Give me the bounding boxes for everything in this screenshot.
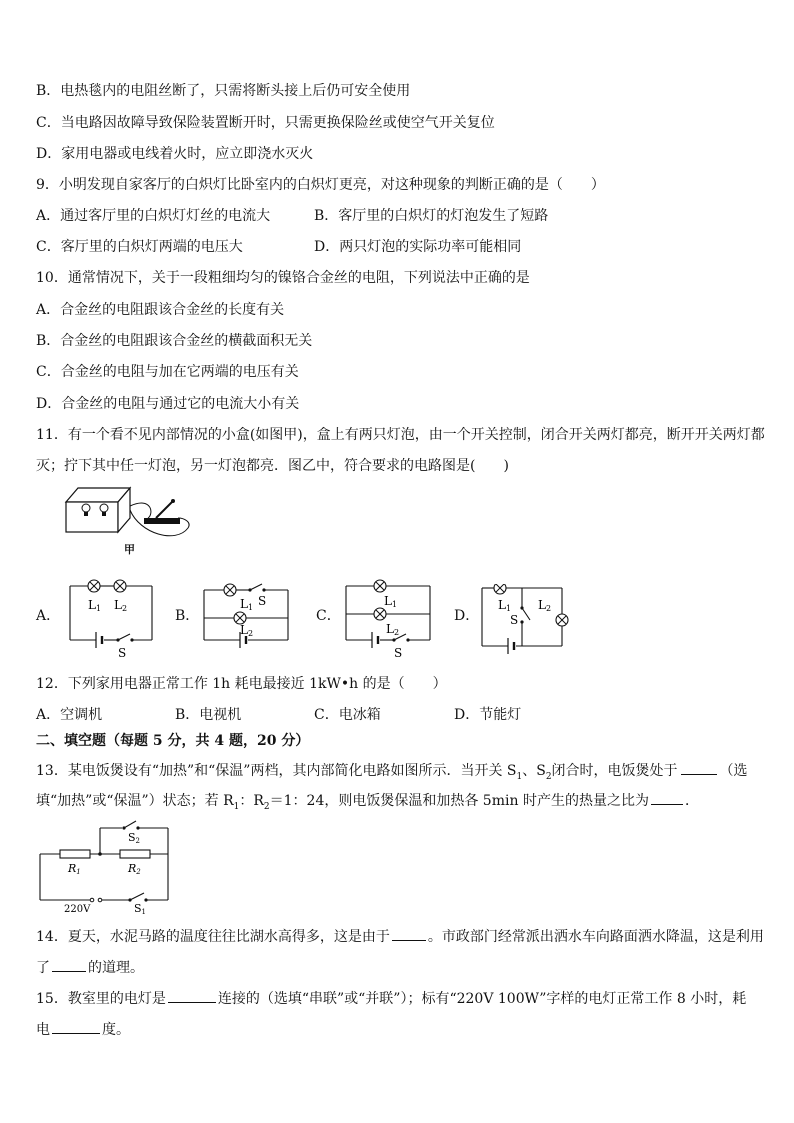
circuit-b-l1-label: L1 bbox=[240, 597, 254, 612]
q9-stem: 9．小明发现自家客厅的白炽灯比卧室内的白炽灯更亮，对这种现象的判断正确的是（ ） bbox=[36, 177, 605, 193]
circuit-d-s-label: S bbox=[510, 613, 519, 627]
q9-option-d: D．两只灯泡的实际功率可能相同 bbox=[314, 239, 522, 255]
q10-option-a: A．合金丝的电阻跟该合金丝的长度有关 bbox=[36, 302, 285, 318]
q13-text-2b: ：R bbox=[239, 793, 264, 809]
q13-text-2d: ． bbox=[684, 793, 699, 809]
q8-option-d: D．家用电器或电线着火时，应立即浇水灭火 bbox=[36, 146, 314, 162]
q15-text-2b: 度。 bbox=[102, 1022, 130, 1038]
q11-stem-line1: 11．有一个看不见内部情况的小盒(如图甲)，盒上有两只灯泡，由一个开关控制，闭合开关两灯都亮，断开开关两灯都 bbox=[36, 427, 765, 443]
q9-option-b: B．客厅里的白炽灯的灯泡发生了短路 bbox=[314, 208, 549, 224]
q10-option-c: C．合金丝的电阻与加在它两端的电压有关 bbox=[36, 364, 299, 380]
q14-text-2b: 的道理。 bbox=[88, 960, 144, 976]
q13-text-1d: （选 bbox=[719, 763, 748, 779]
circuit-b-l2-label: L2 bbox=[240, 623, 254, 638]
q15-answer-blank-2[interactable] bbox=[52, 1018, 100, 1034]
q11-circuit-a bbox=[66, 578, 162, 662]
q13-text-1c: 闭合时，电饭煲处于 bbox=[551, 763, 678, 779]
q11-option-a-label: A． bbox=[36, 608, 61, 624]
q13-voltage-label: 220V bbox=[64, 904, 91, 914]
q14-answer-blank-2[interactable] bbox=[52, 956, 86, 972]
q13-s1-label: S1 bbox=[134, 902, 147, 914]
circuit-a-s-label: S bbox=[118, 646, 127, 660]
q11-circuit-b bbox=[200, 580, 296, 650]
q15-text-1b: 连接的（选填“串联”或“并联”）；标有“220V 100W”字样的电灯正常工作 8 小时，耗 bbox=[217, 991, 747, 1007]
q8-option-c: C．当电路因故障导致保险装置断开时，只需更换保险丝或使空气开关复位 bbox=[36, 115, 495, 131]
q15-line1 bbox=[36, 987, 746, 1009]
q13-text-1a: 13．某电饭煲设有“加热”和“保温”两档，其内部简化电路如图所示．当开关 S bbox=[36, 763, 517, 779]
q13-sub-1: 1 bbox=[516, 771, 523, 782]
q13-sub-4: 2 bbox=[263, 801, 270, 812]
q15-answer-blank-1[interactable] bbox=[168, 987, 216, 1003]
circuit-b-s-label: S bbox=[258, 594, 267, 608]
q15-text-2a: 电 bbox=[36, 1022, 50, 1038]
q12-option-b: B．电视机 bbox=[175, 707, 242, 723]
circuit-d-l2-label: L2 bbox=[538, 598, 552, 613]
q13-circuit-figure bbox=[36, 816, 176, 914]
q10-stem: 10．通常情况下，关于一段粗细均匀的镍铬合金丝的电阻，下列说法中正确的是 bbox=[36, 270, 530, 286]
circuit-c-l1-label: L1 bbox=[384, 594, 398, 609]
q12-option-c: C．电冰箱 bbox=[314, 707, 381, 723]
circuit-a-l1-label: L1 bbox=[88, 598, 102, 613]
circuit-a-l2-label: L2 bbox=[114, 598, 128, 613]
q13-r1-label: R1 bbox=[68, 862, 81, 876]
section-title-fill-in: 二、填空题（每题 5 分，共 4 题，20 分） bbox=[36, 733, 310, 749]
q14-answer-blank-1[interactable] bbox=[392, 925, 426, 941]
circuit-c-l2-label: L2 bbox=[386, 622, 400, 637]
q11-option-c-label: C． bbox=[316, 608, 341, 624]
q12-option-d: D．节能灯 bbox=[454, 707, 522, 723]
q13-text-2a: 填“加热”或“保温”）状态；若 R bbox=[36, 793, 234, 809]
q10-option-d: D．合金丝的电阻与通过它的电流大小有关 bbox=[36, 396, 300, 412]
q11-figure-label: 甲 bbox=[124, 543, 135, 556]
q14-line2 bbox=[36, 956, 144, 978]
q14-text-1a: 14．夏天，水泥马路的温度往往比湖水高得多，这是由于 bbox=[36, 929, 390, 945]
q15-text-1a: 15．教室里的电灯是 bbox=[36, 991, 166, 1007]
q13-line2 bbox=[36, 789, 699, 817]
q13-sub-2: 2 bbox=[545, 771, 552, 782]
q11-circuit-c bbox=[342, 578, 438, 662]
q12-stem: 12．下列家用电器正常工作 1h 耗电最接近 1kW•h 的是（ ） bbox=[36, 676, 447, 692]
q11-option-d-label: D． bbox=[454, 608, 480, 624]
q14-text-2a: 了 bbox=[36, 960, 50, 976]
q11-stem-line2: 灭；拧下其中任一灯泡，另一灯泡都亮．图乙中，符合要求的电路图是( ) bbox=[36, 458, 509, 474]
q13-s2-label: S2 bbox=[128, 831, 141, 845]
q13-line1 bbox=[36, 759, 748, 787]
q14-text-1b: 。市政部门经常派出洒水车向路面洒水降温，这是利用 bbox=[427, 929, 764, 945]
q13-sub-3: 1 bbox=[233, 801, 240, 812]
q11-circuit-d bbox=[478, 584, 574, 656]
q9-option-a: A．通过客厅里的白炽灯灯丝的电流大 bbox=[36, 208, 271, 224]
q13-text-2c: ＝1：24，则电饭煲保温和加热各 5min 时产生的热量之比为 bbox=[269, 793, 649, 809]
q13-answer-blank-1[interactable] bbox=[681, 759, 717, 775]
circuit-d-l1-label: L1 bbox=[498, 598, 512, 613]
q13-text-1b: 、S bbox=[522, 763, 546, 779]
q15-line2 bbox=[36, 1018, 130, 1040]
q14-line1 bbox=[36, 925, 764, 947]
q11-option-b-label: B． bbox=[175, 608, 200, 624]
circuit-c-s-label: S bbox=[394, 646, 403, 660]
q13-answer-blank-2[interactable] bbox=[651, 789, 683, 805]
q13-r2-label: R2 bbox=[128, 862, 141, 876]
q10-option-b: B．合金丝的电阻跟该合金丝的横截面积无关 bbox=[36, 333, 313, 349]
q8-option-b: B．电热毯内的电阻丝断了，只需将断头接上后仍可安全使用 bbox=[36, 83, 411, 99]
q12-option-a: A．空调机 bbox=[36, 707, 103, 723]
q9-option-c: C．客厅里的白炽灯两端的电压大 bbox=[36, 239, 243, 255]
